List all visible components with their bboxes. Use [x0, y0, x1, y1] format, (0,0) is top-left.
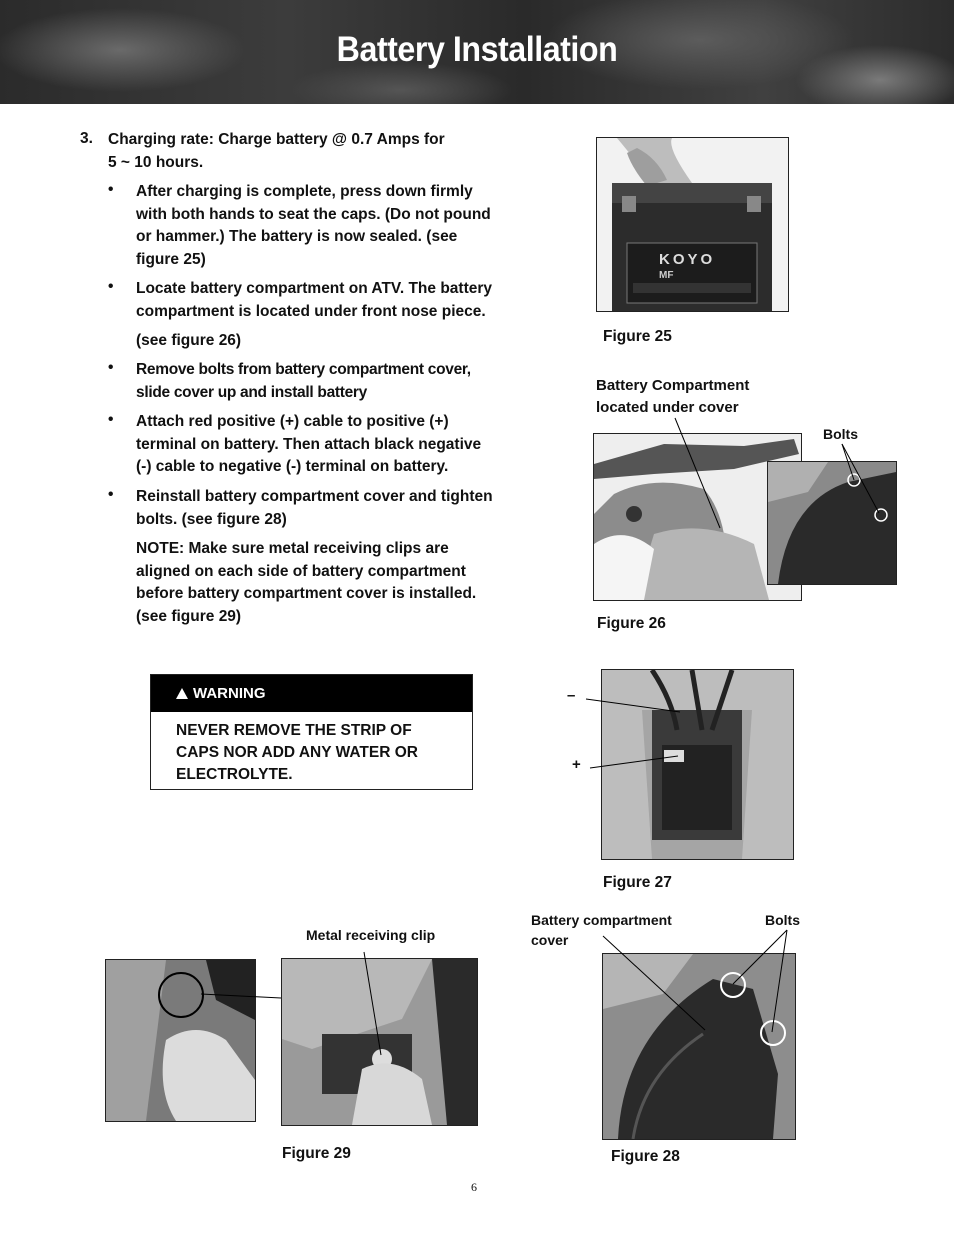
figure-26-label-line: Battery Compartment — [596, 377, 750, 394]
warning-line: NEVER REMOVE THE STRIP OF — [176, 722, 412, 739]
figure-28-bolts-label: Bolts — [765, 912, 800, 928]
figure-28-label-line: Battery compartment — [531, 912, 672, 928]
bullet-line: compartment is located under front nose piece. — [136, 302, 486, 320]
bullet-line: After charging is complete, press down firmly — [136, 183, 473, 200]
note-line: (see figure 29) — [136, 607, 242, 625]
figure-29-left-photo — [105, 959, 256, 1122]
battery-compartment-illustration — [602, 670, 793, 859]
bullet-item — [136, 278, 492, 323]
bolts-inset-illustration — [768, 462, 896, 584]
warning-triangle-icon — [176, 688, 188, 699]
bullet-symbol: • — [108, 359, 114, 376]
hand-clip-illustration — [106, 960, 255, 1121]
step-number: 3. — [80, 130, 93, 147]
bullet-item — [136, 359, 471, 404]
note-line: aligned on each side of battery compartment — [136, 562, 466, 580]
figure-25-caption: Figure 25 — [603, 328, 672, 345]
page-title: Battery Installation — [336, 30, 618, 69]
warning-body — [151, 712, 472, 786]
bullet-line: (-) cable to negative (-) terminal on battery. — [136, 458, 449, 475]
bullet-line: figure 25) — [136, 250, 206, 268]
cover-installed-illustration — [603, 954, 795, 1139]
bullet-line: or hammer.) The battery is now sealed. (see — [136, 228, 458, 245]
figure-29-caption: Figure 29 — [282, 1145, 351, 1162]
positive-terminal-label: + — [572, 756, 581, 773]
note-text — [136, 538, 476, 628]
bullet-symbol: • — [108, 278, 114, 295]
bullet-line: Reinstall battery compartment cover and tighten — [136, 488, 493, 505]
bullet-line: Remove bolts from battery compartment cover, — [136, 361, 471, 378]
battery-mf-label: MF — [659, 270, 674, 281]
warning-box — [150, 674, 473, 790]
warning-line: ELECTROLYTE. — [176, 766, 293, 783]
bullet-line: terminal on battery. Then attach black negative — [136, 435, 482, 453]
figure-27-caption: Figure 27 — [603, 874, 672, 891]
figure-25-photo — [596, 137, 789, 312]
figure-26-inset-photo — [767, 461, 897, 585]
bullet-item — [136, 486, 493, 531]
figure-26-label-line: located under cover — [596, 399, 739, 416]
warning-line: CAPS NOR ADD ANY WATER OR — [176, 744, 418, 761]
note-line: before battery compartment cover is installed. — [136, 585, 477, 602]
warning-header — [151, 675, 472, 712]
figure-28-label-line: cover — [531, 932, 569, 948]
bullet-symbol: • — [108, 486, 114, 503]
figure-28-caption: Figure 28 — [611, 1148, 680, 1165]
step-line: Charging rate: Charge battery @ 0.7 Amps for — [108, 131, 445, 148]
figure-26-caption: Figure 26 — [597, 615, 666, 632]
bullet-line: Locate battery compartment on ATV. The battery — [136, 280, 493, 297]
bullet-line: slide cover up and install battery — [136, 383, 367, 401]
bullet-line: bolts. (see figure 28) — [136, 510, 287, 528]
header-banner — [0, 0, 954, 104]
bullet-item — [136, 181, 491, 271]
bullet-continuation — [136, 330, 241, 353]
page-number: 6 — [471, 1180, 477, 1194]
figure-26-label — [596, 375, 749, 419]
clip-closeup-illustration — [282, 959, 477, 1125]
warning-title: WARNING — [193, 685, 266, 702]
note-line: NOTE: Make sure metal receiving clips are — [136, 540, 449, 557]
figure-28-label — [531, 910, 672, 950]
battery-brand-label: KOYO — [659, 251, 716, 268]
bullet-line: with both hands to seat the caps. (Do not pound — [136, 205, 491, 223]
bullet-item — [136, 411, 481, 479]
bullet-line: (see figure 26) — [136, 332, 242, 349]
bullet-symbol: • — [108, 181, 114, 198]
figure-29-right-photo — [281, 958, 478, 1126]
battery-illustration — [597, 138, 788, 311]
step-line: 5 ~ 10 hours. — [108, 153, 204, 171]
figure-28-photo — [602, 953, 796, 1140]
figure-26-bolts-label: Bolts — [823, 426, 858, 442]
figure-27-photo — [601, 669, 794, 860]
step-text — [108, 129, 445, 174]
figure-29-label: Metal receiving clip — [306, 927, 436, 943]
negative-terminal-label: – — [567, 687, 576, 704]
bullet-symbol: • — [108, 411, 114, 428]
bullet-line: Attach red positive (+) cable to positive (+) — [136, 413, 449, 430]
